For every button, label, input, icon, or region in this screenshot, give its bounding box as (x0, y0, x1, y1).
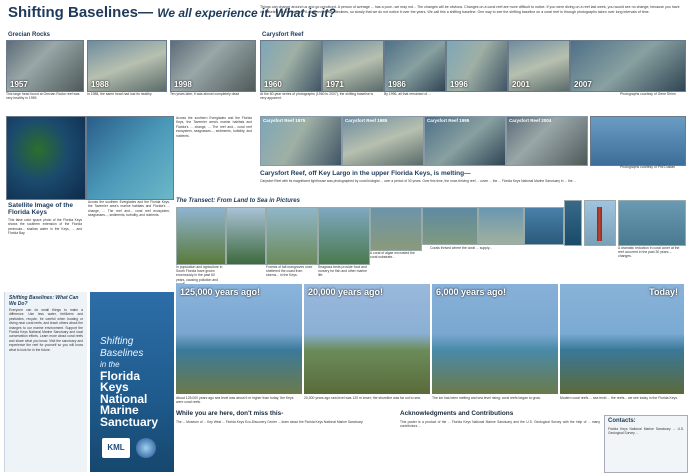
timeline-caption-1: About 125,000 years ago sea level was about 6 m higher than today; the Keys were coral reefs. (176, 396, 294, 405)
sidebar-heading: Shifting Baselines: What Can We Do? (9, 295, 79, 307)
coral-cover-photo (618, 200, 686, 246)
grecian-caption-1: This large head found at Grecian Rocks reef was very healthy in 1959. (6, 92, 80, 101)
carysfort-caption-2: By 1996, all that remained of ... (384, 92, 431, 96)
keylargo-panel-1975: Carysfort Reef 1975 (260, 116, 342, 166)
carysfort-heading: Carysfort Reef (262, 32, 304, 38)
carysfort-photo-1986: 1986 (384, 40, 446, 92)
timeline-panel-125000: 125,000 years ago! (176, 284, 302, 394)
brand-panel (90, 292, 174, 472)
intro-text: Things can change around us and go unnoticed. A person of average ... has a poor...we may not... The changes will be obvious. Changes on a coral reef are more difficult to notice. If you were diving on a reef last week, you would see no change; because you have no baseline for comparison. A coral reef slowly declines, so slowly that we do not notice it over the years. We call this a shifting baseline. One way to see the shifting baseline on a coral reef is through photographs taken over long intervals of time. (260, 5, 680, 14)
satellite-body: This false color space photo of the Florida Keys shows the southern extension of the Florida peninsula... shallow water in the Keys, ... and Florida Bay. (8, 218, 82, 236)
keylargo-panel-2004: Carysfort Reef 2004 (506, 116, 588, 166)
what-can-we-do-panel (4, 292, 87, 472)
transect-caption-2: Forests of tall mangroves once sheltered the coast from storms... in the Keys. (266, 265, 313, 278)
sidebar-body: Everyone can do small things to make a difference. Use less water, fertilizers and pesticides, recycle, be careful when boating or diving near coral reefs, and teach others about the changes to our marine environment. Support the Florida Keys National Marine Sanctuary and local conservation efforts. Learn more about coral reefs and share what you know. Visit the sanctuary and experience the reef for yourself so you will know what to look for in the future. (9, 308, 83, 352)
keylargo-body: Carysfort Reef with its magnificent lighthouse was photographed by coral biologist ... over a period of 30 years. Over this time, the once-thriving reef ... cover ... the ... Florida Keys National Marine Sanctuary in ... the ... (260, 179, 577, 183)
history-body: The ... Museum of ... Key West ... Florida Keys Eco-Discovery Center ... learn about the Florida Keys National Marine Sanctuary. (176, 420, 364, 424)
transect-photo-5 (370, 207, 422, 251)
kml-logo: KML (102, 438, 130, 458)
keylargo-credit: Photographs courtesy of Phil Dustan (620, 165, 676, 169)
transect-photo-1 (176, 207, 226, 265)
contacts-panel (604, 415, 688, 473)
transect-photo-6 (422, 207, 478, 245)
keylargo-panel-1985: Carysfort Reef 1985 (342, 116, 424, 166)
acknowledgments-heading: Acknowledgments and Contributions (400, 410, 514, 417)
transect-heading: The Transect: From Land to Sea in Pictures (176, 198, 300, 204)
carysfort-photo-1996: 1996 (446, 40, 508, 92)
carysfort-photo-2007: 2007 (570, 40, 686, 92)
contacts-heading: Contacts: (608, 418, 636, 424)
underwater-photo (590, 116, 686, 166)
brand-title: Shifting Baselines in the Florida Keys National Marine Sanctuary (100, 336, 159, 429)
grecian-caption-3: Ten years later, it was almost completely dead (170, 92, 240, 96)
transect-caption-6: A dramatic reduction in coral cover at the reef occurred in the past 30 years ... changes. (618, 246, 680, 259)
timeline-panel-6000: 6,000 years ago! (432, 284, 558, 394)
acknowledgments-body: This poster is a product of the ... Florida Keys National Marine Sanctuary and the U.S. Geological Survey with the help of ... many contributors ... (400, 420, 600, 429)
lighthouse-photo (584, 200, 616, 246)
transect-caption-3: Seagrass beds provide food and nursery for fish and other marine life. (318, 265, 367, 278)
timeline-panel-today: Today! (560, 284, 684, 394)
timeline-caption-2: 20,000 years ago sea level was 120 m lower; the shoreline was far out to sea. (304, 396, 421, 400)
noaa-logo (136, 438, 156, 458)
middle-text: Across the southern Everglades and the Florida Keys, the Tavernier area's marine habitats and Florida's ... change, ... The reef and... coral reef ecosystem, seagrasses..., sediments, turbidity, and nutrients. (88, 200, 170, 218)
grecian-photo-1957: 1957 (6, 40, 84, 92)
transect-caption-4: A coral of algae encrusted the coral substrate... (370, 251, 415, 260)
carysfort-photo-2001: 2001 (508, 40, 570, 92)
poster-subtitle: We all experience it. What is it? (157, 6, 336, 20)
carysfort-caption-1: At the 60-year series of photographs (1960 to 2007), the shifting baseline is very apparent. (260, 92, 374, 101)
timeline-panel-20000: 20,000 years ago! (304, 284, 430, 394)
poster-title: Shifting Baselines— We all experience it. What is it? (8, 4, 336, 21)
grecian-heading: Grecian Rocks (8, 32, 51, 38)
reef-text: Across the southern Everglades and the Florida Keys, the Tavernier area's marine habitats and Florida's ... change, ... The reef and... coral reef ecosystem, seagrasses..., sediments, turbidity, and nutrients. (176, 116, 252, 138)
grecian-photo-1998: 1998 (170, 40, 256, 92)
transect-photo-7 (478, 207, 524, 245)
transect-caption-5: Corals thrived where the coral ... supply... (430, 246, 493, 250)
transect-photo-8 (524, 207, 564, 245)
lighthouse-shape (597, 207, 602, 241)
grecian-photo-1988: 1988 (87, 40, 167, 92)
timeline-caption-3: The ice has been melting and sea level rising; coral reefs began to grow. (432, 396, 541, 400)
satellite-image (6, 116, 86, 200)
keylargo-panel-1995: Carysfort Reef 1995 (424, 116, 506, 166)
carysfort-credit: Photographs courtesy of Gene Shinn (620, 92, 676, 96)
transect-photo-3 (266, 207, 318, 265)
grecian-caption-2: In 1988, the same head had lost its healthy (87, 92, 152, 96)
timeline-caption-4: Modern coral reefs ... sea level ... the reefs... we see today in the Florida Keys. (560, 396, 678, 400)
keylargo-headline: Carysfort Reef, off Key Largo in the upper Florida Keys, is melting— (260, 170, 471, 177)
carysfort-photo-1971: 1971 (322, 40, 384, 92)
transect-photo-9 (564, 200, 582, 246)
history-heading: While you are here, don't miss this- (176, 410, 284, 417)
satellite-image-detail (86, 116, 174, 200)
transect-photo-2 (226, 207, 266, 265)
carysfort-photo-1960: 1960 (260, 40, 322, 92)
satellite-heading: Satellite Image of the Florida Keys (8, 202, 74, 216)
contacts-body: Florida Keys National Marine Sanctuary ... U.S. Geological Survey ... (608, 427, 684, 436)
transect-caption-1: In population and agriculture in South Florida have grown enormously in the past 60 years, causing pollution and (176, 265, 223, 282)
transect-photo-4 (318, 207, 370, 265)
